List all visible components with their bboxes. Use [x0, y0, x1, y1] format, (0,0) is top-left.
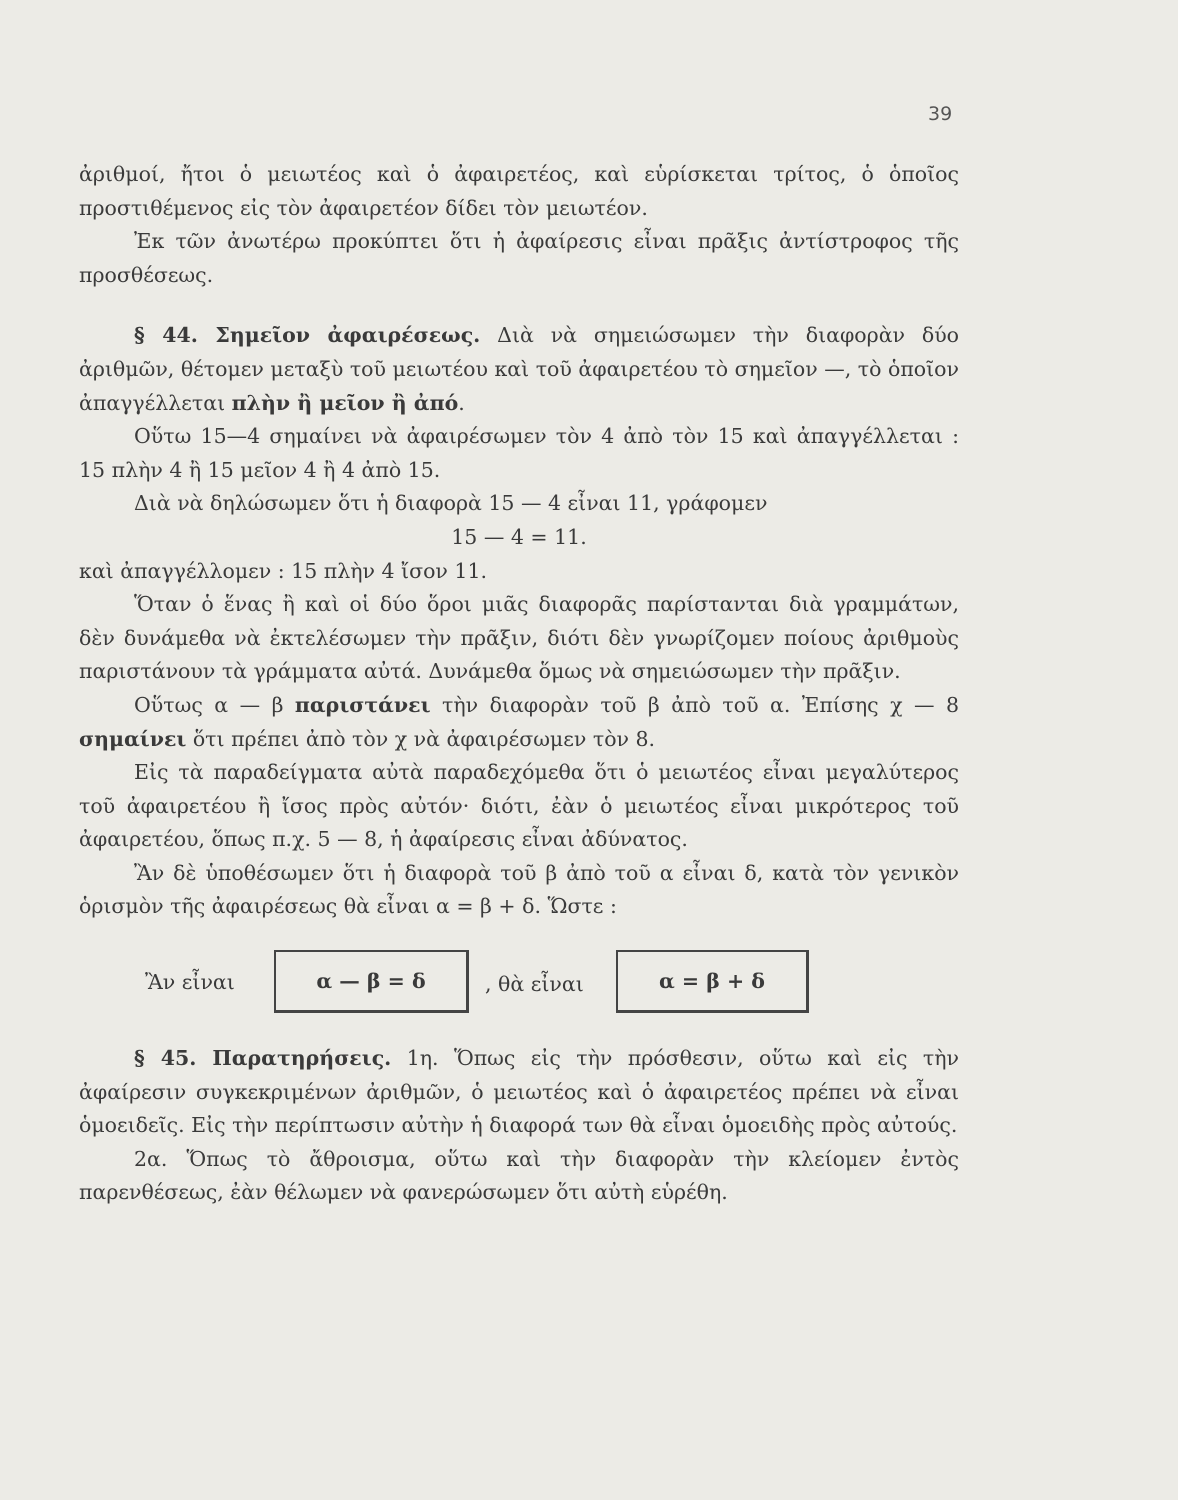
paragraph-write: Διὰ νὰ δηλώσωμεν ὅτι ἡ διαφορὰ 15 — 4 εἶναι 11, γράφομεν [134, 491, 768, 516]
ab-text-3: ὅτι πρέπει ἀπὸ τὸν χ νὰ ἀφαιρέσωμεν τὸν 8. [186, 726, 656, 751]
body-text [79, 158, 959, 1210]
boxed-equations [79, 950, 959, 1020]
ab-text-2: τὴν διαφορὰν τοῦ β ἀπὸ τοῦ α. Ἐπίσης χ — 8 [430, 692, 959, 717]
eq-box-difference: α — β = δ [274, 950, 469, 1013]
ab-bold-1: παριστάνει [294, 692, 431, 717]
paragraph-ab [79, 689, 959, 756]
section-44-intro [79, 319, 959, 420]
section-45-text: 1η. Ὅπως εἰς τὴν πρόσθεσιν, οὕτω καὶ εἰς τὴν ἀφαίρεσιν συγκεκριμένων ἀριθμῶν, ὁ μειωτέος καὶ ὁ ἀφαιρετέος πρέπει νὰ εἶναι ὁμοειδεῖς. Εἰς τὴν περίπτωσιν αὐτὴν ἡ διαφορά των θὰ εἶναι ὁμοειδὴς πρὸς αὐτούς. [79, 1046, 959, 1138]
paragraph-read: καὶ ἀπαγγέλλομεν : 15 πλὴν 4 ἴσον 11. [79, 558, 488, 583]
ab-text-1: Οὕτως α — β [134, 692, 295, 717]
section-44-text-end: . [458, 390, 465, 415]
eq-label-if: Ἂν εἶναι [145, 970, 235, 995]
ab-bold-2: σημαίνει [79, 726, 187, 751]
page-number: 39 [928, 103, 953, 125]
paragraph-examples: Εἰς τὰ παραδείγματα αὐτὰ παραδεχόμεθα ὅτι ὁ μειωτέος εἶναι μεγαλύτερος τοῦ ἀφαιρετέου ἢ ἴσος πρὸς αὐτόν· διότι, ἐὰν ὁ μειωτέος εἶναι μικρότερος τοῦ ἀφαιρετέου, ὅπως π.χ. 5 — 8, ἡ ἀφαίρεσις εἶναι ἀδύνατος. [79, 760, 959, 852]
section-44-text: Διὰ νὰ σημειώσωμεν τὴν διαφορὰν δύο ἀριθμῶν, θέτομεν μεταξὺ τοῦ μειωτέου καὶ τοῦ ἀφαιρετέου τὸ σημεῖον —, τὸ ὁποῖον ἀπαγγέλλεται [79, 323, 959, 415]
paragraph-example: Οὕτω 15—4 σημαίνει νὰ ἀφαιρέσωμεν τὸν 4 ἀπὸ τὸν 15 καὶ ἀπαγγέλλεται : 15 πλὴν 4 ἢ 15 μεῖον 4 ἢ 4 ἀπὸ 15. [79, 424, 959, 482]
paragraph-letters: Ὅταν ὁ ἕνας ἢ καὶ οἱ δύο ὅροι μιᾶς διαφορᾶς παρίστανται διὰ γραμμάτων, δὲν δυνάμεθα νὰ ἐκτελέσωμεν τὴν πρᾶξιν, διότι δὲν γνωρίζομεν ποίους ἀριθμοὺς παριστάνουν τὰ γράμματα αὐτά. Δυνάμεθα ὅμως νὰ σημειώσωμεν τὴν πρᾶξιν. [79, 592, 959, 684]
section-44-bold-reading: πλὴν ἢ μεῖον ἢ ἀπό [231, 390, 459, 415]
section-45-p2: 2α. Ὅπως τὸ ἄθροισμα, οὕτω καὶ τὴν διαφορὰν τὴν κλείομεν ἐντὸς παρενθέσεως, ἐὰν θέλωμεν νὰ φανερώσωμεν ὅτι αὐτὴ εὑρέθη. [79, 1146, 959, 1205]
paragraph-inverse: Ἐκ τῶν ἀνωτέρω προκύπτει ὅτι ἡ ἀφαίρεσις εἶναι πρᾶξις ἀντίστροφος τῆς προσθέσεως. [79, 229, 959, 287]
eq-label-then: , θὰ εἶναι [485, 972, 584, 997]
eq-box-sum: α = β + δ [616, 950, 809, 1013]
equation-line: 15 — 4 = 11. [451, 524, 587, 549]
section-45-heading: § 45. Παρατηρήσεις. [134, 1046, 392, 1071]
paragraph-intro: ἀριθμοί, ἤτοι ὁ μειωτέος καὶ ὁ ἀφαιρετέος, καὶ εὑρίσκεται τρίτος, ὁ ὁποῖος προστιθέμενος εἰς τὸν ἀφαιρετέον δίδει τὸν μειωτέον. [79, 162, 959, 220]
paragraph-suppose: Ἂν δὲ ὑποθέσωμεν ὅτι ἡ διαφορὰ τοῦ β ἀπὸ τοῦ α εἶναι δ, κατὰ τὸν γενικὸν ὁρισμὸν τῆς ἀφαιρέσεως θὰ εἶναι α = β + δ. Ὥστε : [79, 860, 959, 919]
section-44-heading: § 44. Σημεῖον ἀφαιρέσεως. [134, 323, 481, 348]
section-45-p1 [79, 1042, 959, 1143]
